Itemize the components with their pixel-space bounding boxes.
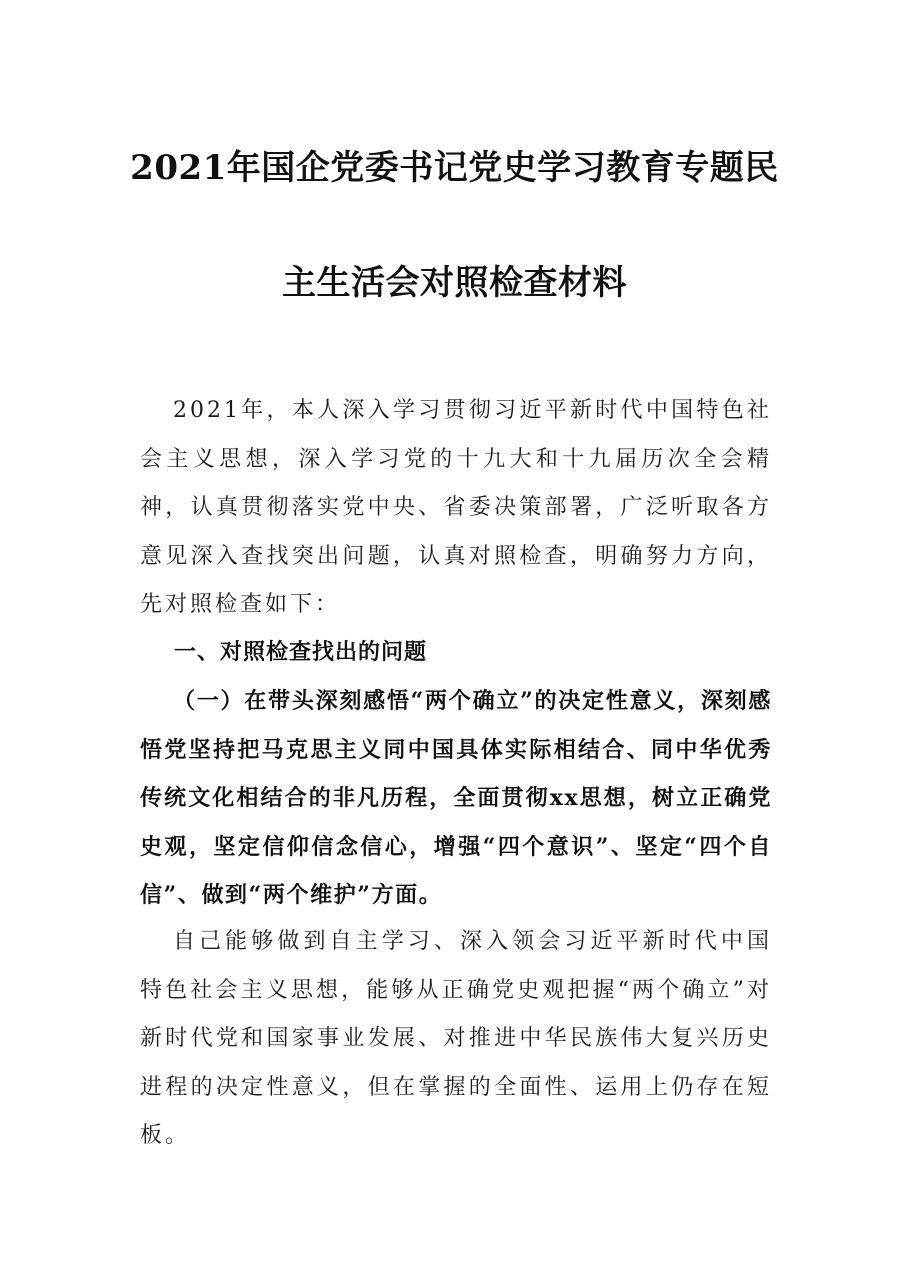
intro-paragraph: 2021年，本人深入学习贯彻习近平新时代中国特色社会主义思想，深入学习党的十九大和十九届历次全会精神，认真贯彻落实党中央、省委决策部署，广泛听取各方意见深入查找突出问题，认真对照检查，明确努力方向，先对照检查如下： <box>140 398 772 617</box>
intro-paragraph-block <box>140 387 772 630</box>
body-paragraph-block <box>140 918 772 1161</box>
subsection-heading: （一）在带头深刻感悟“两个确立”的决定性意义，深刻感悟党坚持把马克思主义同中国具体实际相结合、同中华优秀传统文化相结合的非凡历程，全面贯彻xx思想，树立正确党史观，坚定信仰信念信心，增强“四个意识”、坚定“四个自信”、做到“两个维护”方面。 <box>140 688 772 908</box>
subsection-heading-block <box>140 677 772 920</box>
document-title-line-2: 主生活会对照检查材料 <box>282 263 627 303</box>
body-paragraph: 自己能够做到自主学习、深入领会习近平新时代中国特色社会主义思想，能够从正确党史观把握“两个确立”对新时代党和国家事业发展、对推进中华民族伟大复兴历史进程的决定性意义，但在掌握的全面性、运用上仍存在短板。 <box>140 929 772 1148</box>
document-title-line-1: 2021年国企党委书记党史学习教育专题民 <box>130 148 779 188</box>
section-heading: 一、对照检查找出的问题 <box>174 639 428 665</box>
